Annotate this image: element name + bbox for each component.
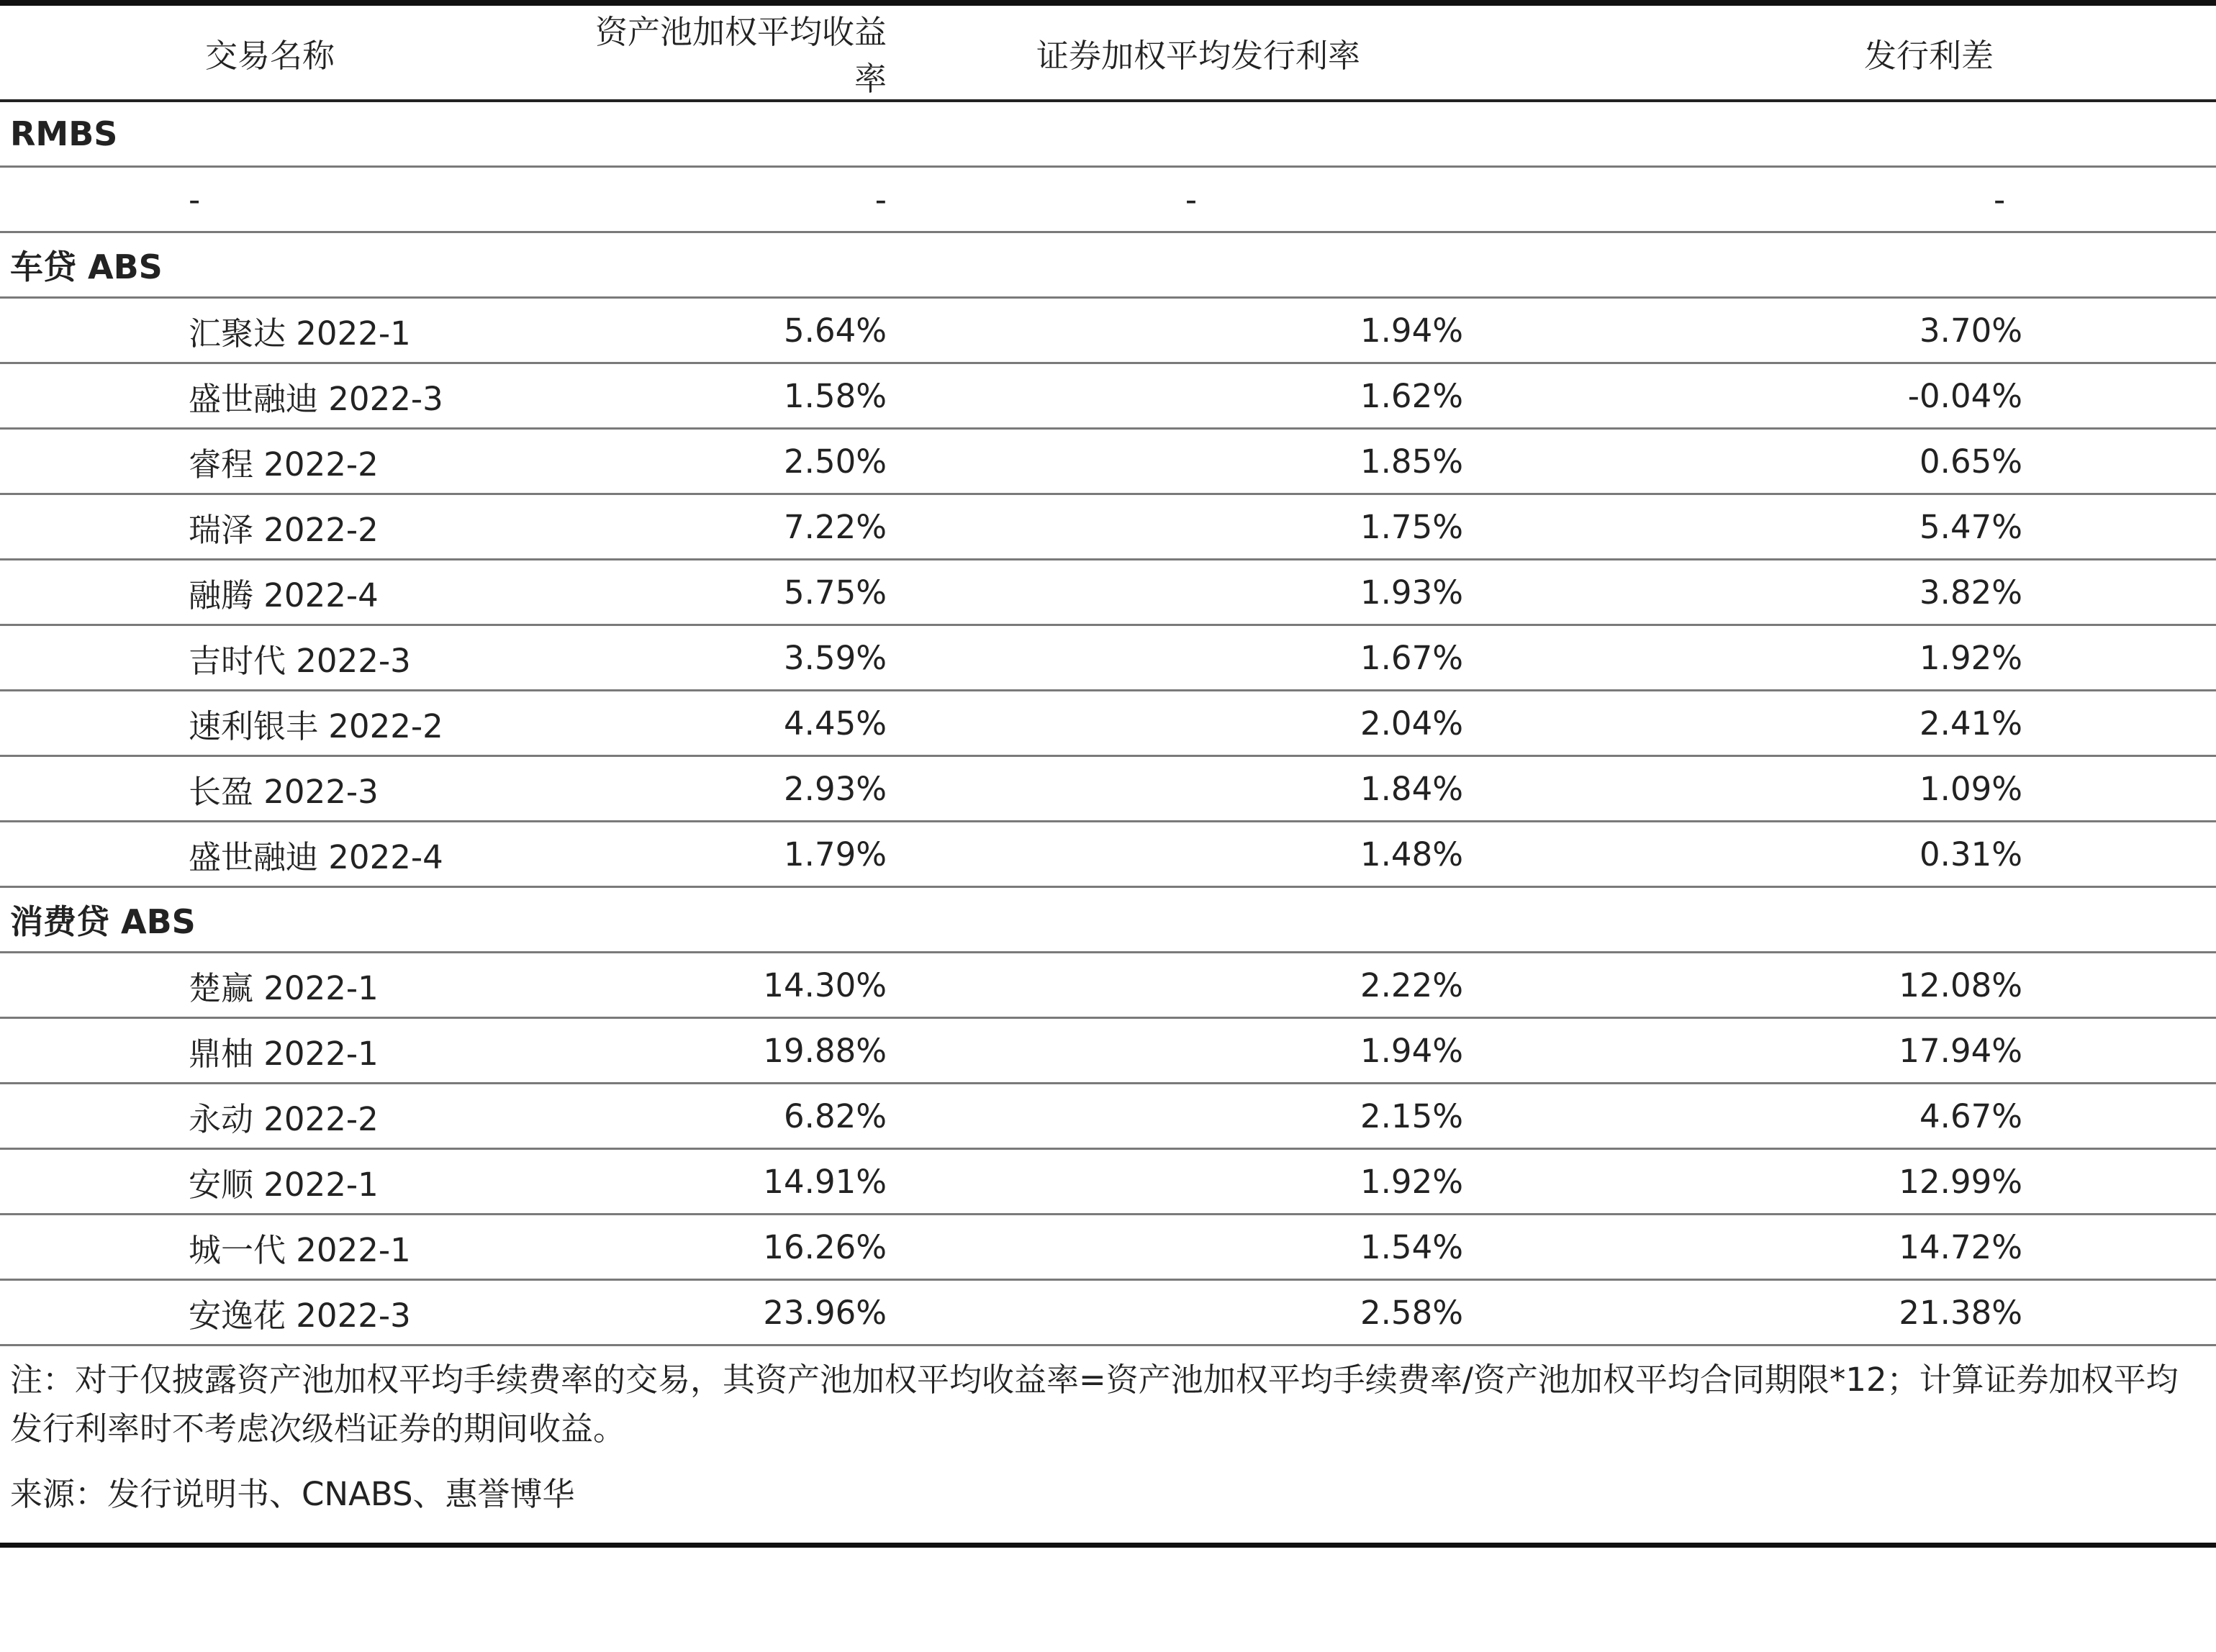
- group-label: 消费贷 ABS: [0, 887, 2216, 953]
- cell-pool-yield: 2.93%: [590, 756, 892, 822]
- cell-name: 长盈 2022-3: [0, 756, 590, 822]
- cell-name: 瑞泽 2022-2: [0, 494, 590, 560]
- table-source: 来源：发行说明书、CNABS、惠誉博华: [10, 1475, 575, 1513]
- cell-pool-yield: 5.75%: [590, 560, 892, 625]
- cell-spread-value: 1.09%: [1919, 769, 2022, 808]
- table-note: 注：对于仅披露资产池加权平均手续费率的交易，其资产池加权平均收益率=资产池加权平均手续费率/资产池加权平均合同期限*12；计算证券加权平均发行利率时不考虑次级档证券的期间收益。: [10, 1361, 2179, 1448]
- cell-pool-yield: 19.88%: [590, 1018, 892, 1084]
- cell-spread-value: 0.65%: [1919, 442, 2022, 481]
- cell-pool-yield: 14.30%: [590, 953, 892, 1018]
- cell-spread: [1461, 756, 2216, 822]
- cell-spread: [1461, 1018, 2216, 1084]
- cell-spread-value: 3.82%: [1919, 573, 2022, 612]
- cell-pool-yield: 16.26%: [590, 1215, 892, 1280]
- cell-spread: [1461, 691, 2216, 756]
- cell-name: 鼎柚 2022-1: [0, 1018, 590, 1084]
- cell-issue-rate: 1.85%: [892, 429, 1461, 494]
- cell-spread: [1461, 363, 2216, 429]
- group-label: 车贷 ABS: [0, 232, 2216, 298]
- cell-issue-rate: 1.93%: [892, 560, 1461, 625]
- cell-spread-value: 0.31%: [1919, 835, 2022, 873]
- top-rule: [0, 0, 2216, 6]
- cell-issue-rate: 1.94%: [892, 1018, 1461, 1084]
- cell-name: 城一代 2022-1: [0, 1215, 590, 1280]
- cell-spread-value: 2.41%: [1919, 704, 2022, 743]
- cell-issue-rate: -: [892, 167, 1461, 232]
- cell-issue-rate: 1.84%: [892, 756, 1461, 822]
- cell-spread: [1461, 822, 2216, 887]
- table-row: [0, 1280, 2216, 1345]
- cell-spread-value: -0.04%: [1907, 376, 2022, 415]
- group-row: [0, 887, 2216, 953]
- cell-spread: [1461, 1215, 2216, 1280]
- cell-pool-yield: 5.64%: [590, 298, 892, 363]
- cell-issue-rate: 1.75%: [892, 494, 1461, 560]
- cell-spread-value: 1.92%: [1919, 638, 2022, 677]
- cell-spread-value: 4.67%: [1919, 1097, 2022, 1135]
- cell-spread-value: 12.99%: [1899, 1162, 2022, 1201]
- cell-name: -: [0, 167, 590, 232]
- table-row: [0, 1084, 2216, 1149]
- table-row: [0, 953, 2216, 1018]
- cell-spread: [1461, 953, 2216, 1018]
- cell-name: 睿程 2022-2: [0, 429, 590, 494]
- header-issue-rate: 证券加权平均发行利率: [892, 6, 1461, 101]
- table-row: [0, 560, 2216, 625]
- cell-spread: [1461, 625, 2216, 691]
- cell-issue-rate: 2.22%: [892, 953, 1461, 1018]
- cell-name: 安顺 2022-1: [0, 1149, 590, 1215]
- bottom-rule: [0, 1543, 2216, 1548]
- table-row: [0, 167, 2216, 232]
- table-row: [0, 822, 2216, 887]
- table-body: [0, 101, 2216, 1345]
- table-row: [0, 1018, 2216, 1084]
- header-row: [0, 6, 2216, 101]
- table-row: [0, 429, 2216, 494]
- cell-spread-value: 3.70%: [1919, 311, 2022, 350]
- header-name: 交易名称: [0, 6, 590, 101]
- cell-name: 速利银丰 2022-2: [0, 691, 590, 756]
- cell-pool-yield: 1.79%: [590, 822, 892, 887]
- cell-spread: [1461, 1280, 2216, 1345]
- cell-pool-yield: 1.58%: [590, 363, 892, 429]
- cell-spread: [1461, 298, 2216, 363]
- cell-name: 融腾 2022-4: [0, 560, 590, 625]
- header-spread: 发行利差: [1461, 6, 2216, 101]
- cell-pool-yield: 6.82%: [590, 1084, 892, 1149]
- cell-pool-yield: 4.45%: [590, 691, 892, 756]
- cell-pool-yield: 3.59%: [590, 625, 892, 691]
- cell-name: 盛世融迪 2022-4: [0, 822, 590, 887]
- table-row: [0, 691, 2216, 756]
- table-row: [0, 756, 2216, 822]
- cell-spread: [1461, 1149, 2216, 1215]
- cell-spread-value: 21.38%: [1899, 1293, 2022, 1332]
- cell-spread-value: 5.47%: [1919, 507, 2022, 546]
- cell-issue-rate: 1.92%: [892, 1149, 1461, 1215]
- cell-issue-rate: 2.58%: [892, 1280, 1461, 1345]
- cell-issue-rate: 1.54%: [892, 1215, 1461, 1280]
- cell-issue-rate: 2.15%: [892, 1084, 1461, 1149]
- cell-name: 永动 2022-2: [0, 1084, 590, 1149]
- cell-name: 汇聚达 2022-1: [0, 298, 590, 363]
- group-label: RMBS: [0, 101, 2216, 167]
- header-pool-yield: 资产池加权平均收益率: [590, 6, 892, 101]
- cell-name: 盛世融迪 2022-3: [0, 363, 590, 429]
- cell-spread-value: 17.94%: [1899, 1031, 2022, 1070]
- cell-issue-rate: 1.67%: [892, 625, 1461, 691]
- cell-spread-value: 12.08%: [1899, 966, 2022, 1004]
- cell-name: 吉时代 2022-3: [0, 625, 590, 691]
- group-row: [0, 101, 2216, 167]
- cell-issue-rate: 2.04%: [892, 691, 1461, 756]
- cell-pool-yield: 23.96%: [590, 1280, 892, 1345]
- cell-pool-yield: -: [590, 167, 892, 232]
- table-row: [0, 363, 2216, 429]
- cell-pool-yield: 14.91%: [590, 1149, 892, 1215]
- cell-name: 楚赢 2022-1: [0, 953, 590, 1018]
- cell-spread: [1461, 494, 2216, 560]
- table-row: [0, 625, 2216, 691]
- cell-issue-rate: 1.48%: [892, 822, 1461, 887]
- abs-spread-table: [0, 6, 2216, 1346]
- cell-pool-yield: 7.22%: [590, 494, 892, 560]
- cell-spread: -: [1461, 167, 2216, 232]
- table-row: [0, 1149, 2216, 1215]
- cell-spread-value: 14.72%: [1899, 1227, 2022, 1266]
- table-row: [0, 298, 2216, 363]
- cell-issue-rate: 1.62%: [892, 363, 1461, 429]
- cell-spread: [1461, 1084, 2216, 1149]
- table-row: [0, 494, 2216, 560]
- cell-name: 安逸花 2022-3: [0, 1280, 590, 1345]
- cell-spread: [1461, 429, 2216, 494]
- cell-issue-rate: 1.94%: [892, 298, 1461, 363]
- cell-pool-yield: 2.50%: [590, 429, 892, 494]
- table-row: [0, 1215, 2216, 1280]
- cell-spread: [1461, 560, 2216, 625]
- group-row: [0, 232, 2216, 298]
